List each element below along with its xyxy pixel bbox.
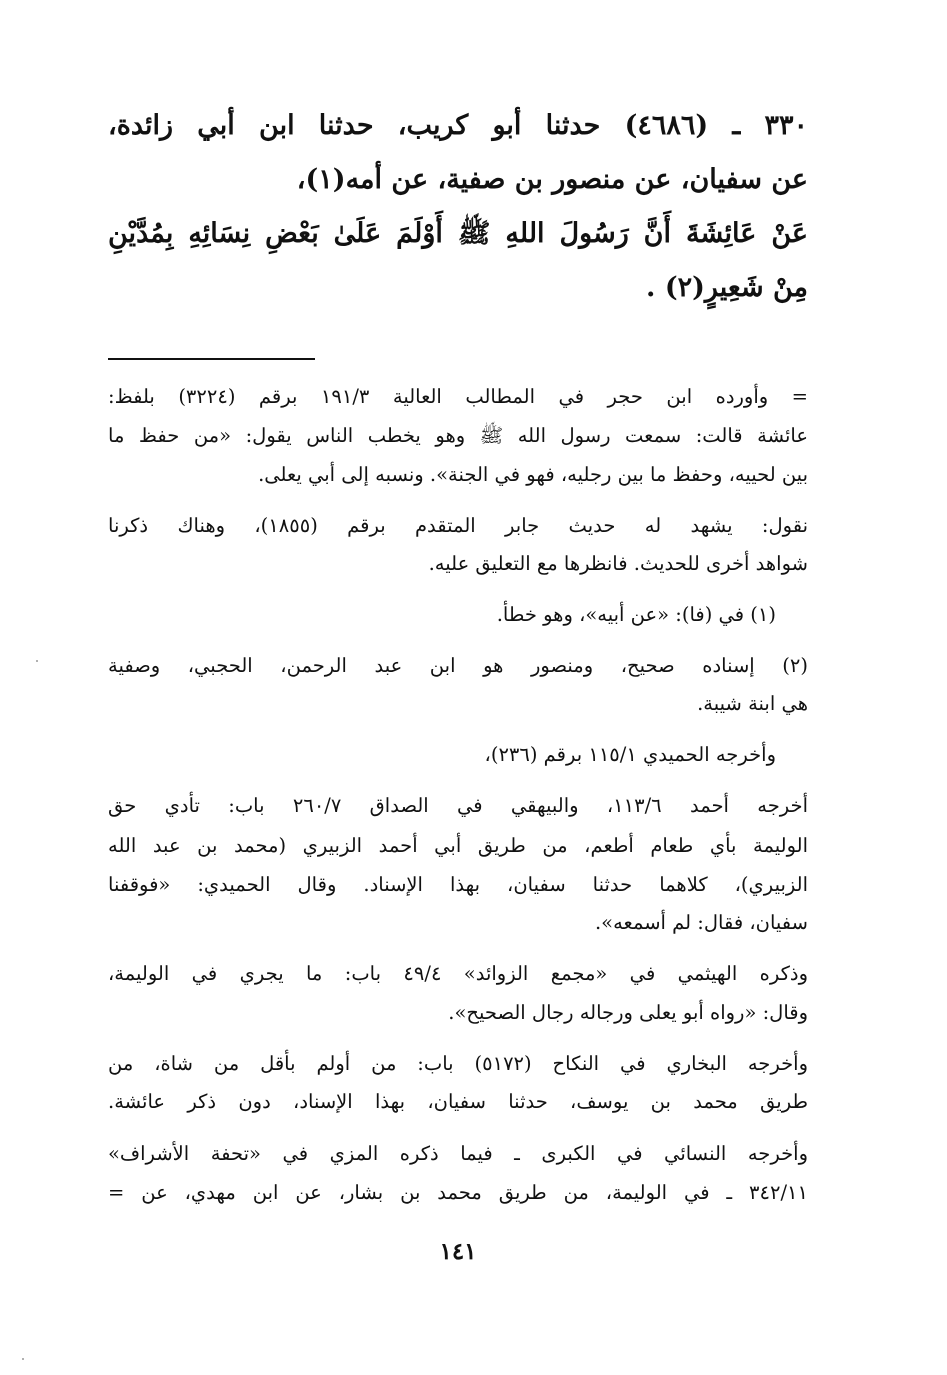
nasai-line-1: وأخرجه النسائي في الكبرى ـ فيما ذكره المزي في «تحفة الأشراف» [108, 1142, 808, 1165]
book-page [108, 0, 808, 1375]
hadith-line-4: مِنْ شَعِيرٍ(٢) . [646, 272, 808, 303]
nasai-line-2: ٣٤٢/١١ ـ في الوليمة، من طريق محمد بن بشار، عن ابن مهدي، عن = [108, 1181, 808, 1204]
page-number: ١٤١ [439, 1238, 477, 1265]
ahmad-line-2: الوليمة بأي طعام أطعم، من طريق أبي أحمد الزبيري (محمد بن عبد الله [108, 834, 808, 857]
haythami-line-2: وقال: «رواه أبو يعلى ورجاله رجال الصحيح». [448, 1001, 808, 1024]
bukhari-line-2: طريق محمد بن يوسف، حدثنا سفيان، بهذا الإسناد، دون ذكر عائشة. [108, 1090, 808, 1113]
hadith-line-1: ٣٣٠ ـ (٤٦٨٦) حدثنا أبو كريب، حدثنا ابن أبي زائدة، [108, 110, 808, 141]
ahmad-line-1: أخرجه أحمد ١١٣/٦، والبيهقي في الصداق ٢٦٠/٧ باب: تأدي حق [108, 794, 808, 817]
footnote-separator [108, 358, 315, 360]
footnote-continuation-line-1: = وأورده ابن حجر في المطالب العالية ١٩١/٣ برقم (٣٢٢٤) بلفظ: [108, 385, 808, 408]
humaidi-line: وأخرجه الحميدي ١١٥/١ برقم (٢٣٦)، [484, 743, 776, 766]
ahmad-line-4: سفيان، فقال: لم أسمعه». [594, 911, 808, 934]
scan-speck [36, 660, 38, 662]
footnote-2-line-2: هي ابنة شيبة. [697, 692, 808, 715]
footnote-continuation-line-3: بين لحييه، وحفظ ما بين رجليه، فهو في الجنة». ونسبه إلى أبي يعلى. [258, 463, 808, 486]
footnote-1: (١) في (فا): «عن أبيه»، وهو خطأ. [496, 603, 776, 626]
footnote-2-line-1: (٢) إسناده صحيح، ومنصور هو ابن عبد الرحمن، الحجبي، وصفية [108, 654, 808, 677]
naqul-line-1: نقول: يشهد له حديث جابر المتقدم برقم (١٨٥٥)، وهناك ذكرنا [108, 514, 809, 537]
bukhari-line-1: وأخرجه البخاري في النكاح (٥١٧٢) باب: من أولم بأقل من شاة، من [108, 1052, 808, 1075]
haythami-line-1: وذكره الهيثمي في «مجمع الزوائد» ٤٩/٤ باب: ما يجري في الوليمة، [108, 962, 808, 985]
footnote-continuation-line-2: عائشة قالت: سمعت رسول الله ﷺ وهو يخطب الناس يقول: «من حفظ ما [108, 424, 808, 447]
scan-speck [22, 1358, 24, 1360]
hadith-line-2: عن سفيان، عن منصور بن صفية، عن أمه(١)، [296, 164, 808, 195]
hadith-line-3: عَنْ عَائِشَةَ أَنَّ رَسُولَ اللهِ ﷺ أَوْلَمَ عَلَىٰ بَعْضِ نِسَائِهِ بِمُدَّيْنِ [108, 218, 808, 249]
naqul-line-2: شواهد أخرى للحديث. فانظرها مع التعليق عليه. [428, 552, 808, 575]
ahmad-line-3: الزبيري)، كلاهما حدثنا سفيان، بهذا الإسناد. وقال الحميدي: «فوقفنا [108, 873, 808, 896]
